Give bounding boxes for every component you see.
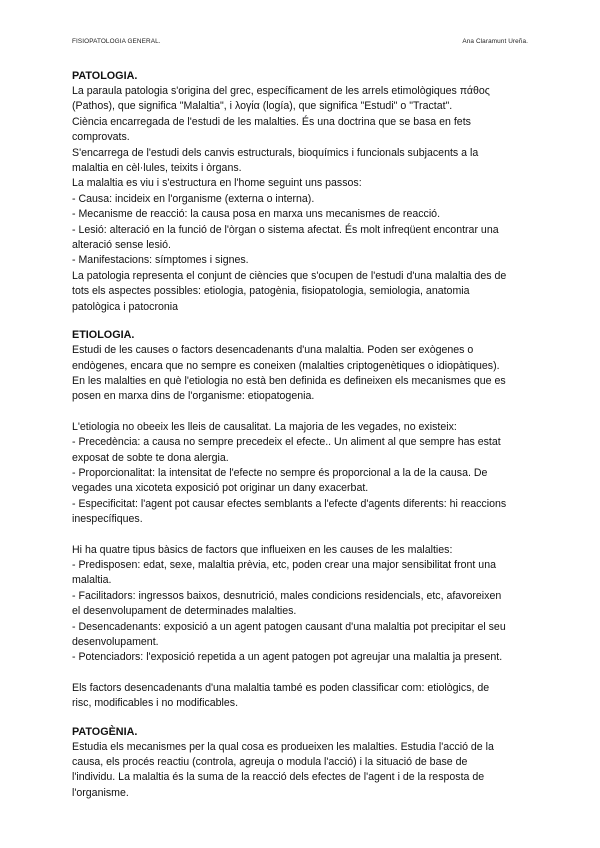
header-author: Ana Claramunt Ureña. [462, 38, 528, 45]
section-patologia [72, 68, 532, 315]
section-patogenia [72, 724, 532, 802]
heading-etiologia: ETIOLOGIA. [72, 329, 135, 342]
document-body [72, 68, 532, 813]
paragraph-patologia-1: La paraula patologia s'origina del grec, específicament de les arrels etimològiques πάθος (Pathos), que significa "Malaltia", i λογία (logía), que significa "Estudi" o "Tractat". Ciència encarregada de l'estudi de les malalties. És una doctrina que se basa en fets comprovats. S'encarrega de l'estudi dels canvis estructurals, bioquímics i funcionals subjacents a la malaltia en cèl·lules, teixits i òrgans. La malaltia es viu i s'estructura en l'home seguint uns passos: - Causa: incideix en l'organisme (externa o interna). - Mecanisme de reacció: la causa posa en marxa uns mecanismes de reacció. - Lesió: alteració en la funció de l'òrgan o sistema afectat. És molt infreqüent encontrar una alteració sense lesió. - Manifestacions: símptomes i signes. La patologia representa el conjunt de ciències que s'ocupen de l'estudi d'una malaltia des de tots els aspectes possibles: etiologia, patogènia, fisiopatologia, semiologia, anatomia patològica i patocronia [72, 85, 507, 313]
paragraph-patogenia-1: Estudia els mecanismes per la qual cosa es produeixen les malalties. Estudia l'acció de la causa, els procés reactiu (controla, agreuja o modula l'acció) i la situació de base de l'individu. La malaltia és la suma de la reacció dels efectes de l'agent i de la resposta de l'organisme. [72, 740, 494, 799]
paragraph-etiologia-4: Els factors desencadenants d'una malaltia també es poden classificar com: etiològics, de risc, modificables i no modificables. [72, 681, 490, 710]
heading-patogenia: PATOGÈNIA. [72, 725, 138, 738]
paragraph-etiologia-2: L'etiologia no obeeix les lleis de causalitat. La majoria de les vegades, no existeix: - Precedència: a causa no sempre precedeix el efecte.. Un aliment al que sempre has estat exposat de sobte te dona alergia. - Proporcionalitat: la intensitat de l'efecte no sempre és proporcional a la de la causa. De vegades una xicoteta exposició pot originar un dany exacerbat. - Especificitat: l'agent pot causar efectes semblants a l'efecte d'agents diferents: hi reaccions inespecífiques. [72, 420, 507, 526]
header-course-title: FISIOPATOLOGIA GENERAL. [72, 38, 161, 45]
paragraph-etiologia-3: Hi ha quatre tipus bàsics de factors que influeixen en les causes de les malalties: - Predisposen: edat, sexe, malaltia prèvia, etc, poden crear una major sensibilitat front una malaltia. - Facilitadors: ingressos baixos, desnutrició, males condicions residencials, etc, afavoreixen el desenvolupament de determinades malalties. - Desencadenants: exposició a un agent patogen causant d'una malaltia pot precipitar el seu desenvolupament. - Potenciadors: l'exposició repetida a un agent patogen pot agreujar una malaltia ja present. [72, 543, 506, 664]
paragraph-etiologia-1: Estudi de les causes o factors desencadenants d'una malaltia. Poden ser exògenes o endògenes, encara que no sempre es coneixen (malalties criptogenètiques o idiopàtiques). En les malalties en què l'etiologia no està ben definida es defineixen els mecanismes que es posen en marxa dins de l'organisme: etiopatogenia. [72, 344, 506, 403]
section-etiologia [72, 327, 532, 712]
heading-patologia: PATOLOGIA. [72, 70, 138, 82]
